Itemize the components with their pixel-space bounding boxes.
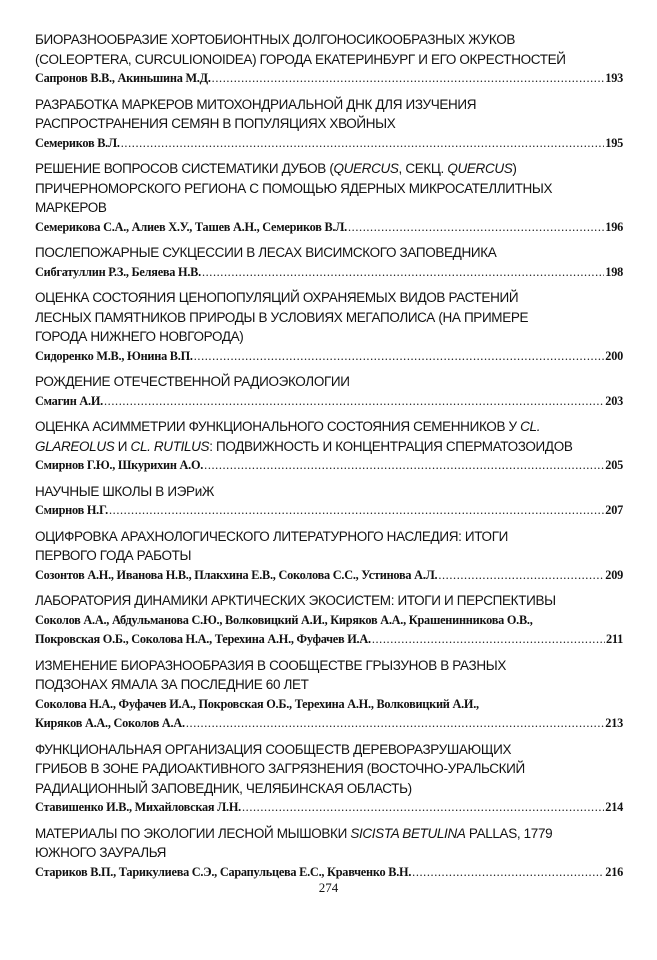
toc-entry	[35, 159, 623, 237]
entry-title-line	[35, 824, 623, 844]
entry-authors	[35, 134, 623, 154]
dot-leader	[121, 134, 605, 154]
authors-text: Киряков А.А., Соколов А.А.	[35, 716, 185, 730]
toc-entry	[35, 30, 623, 89]
title-text: ГОРОДА НИЖНЕГО НОВГОРОДА)	[35, 329, 244, 344]
entry-authors	[35, 630, 623, 650]
entry-title-line	[35, 779, 623, 799]
dot-leader	[212, 69, 605, 89]
title-text: И	[114, 438, 131, 454]
title-text: ГРИБОВ В ЗОНЕ РАДИОАКТИВНОГО ЗАГРЯЗНЕНИЯ (ВОСТОЧНО-УРАЛЬСКИЙ	[35, 761, 525, 776]
page-number: 274	[318, 880, 339, 895]
entry-title-line	[35, 114, 623, 134]
title-text: ИЗМЕНЕНИЕ БИОРАЗНООБРАЗИЯ В СООБЩЕСТВЕ ГРЫЗУНОВ В РАЗНЫХ	[35, 657, 507, 673]
entry-title-line	[35, 482, 623, 502]
taxon-name: GLAREOLUS	[35, 438, 115, 454]
title-text: НАУЧНЫЕ ШКОЛЫ В ИЭРиЖ	[35, 483, 215, 499]
entry-authors	[35, 611, 623, 631]
entry-title-line	[35, 30, 623, 50]
toc-entry	[35, 417, 623, 476]
toc-entry	[35, 824, 623, 883]
taxon-name: CL.	[520, 419, 541, 434]
entry-authors	[35, 501, 623, 521]
title-text: ПРИЧЕРНОМОРСКОГО РЕГИОНА С ПОМОЩЬЮ ЯДЕРНЫХ МИКРОСАТЕЛЛИТНЫХ	[35, 180, 553, 196]
entry-title-line	[35, 95, 623, 115]
dot-leader	[348, 218, 604, 238]
entry-page-number: 209	[605, 567, 623, 582]
dot-leader	[109, 501, 604, 521]
title-text: , СЕКЦ.	[398, 161, 448, 176]
entry-page-number: 205	[605, 458, 623, 472]
entry-authors	[35, 347, 623, 367]
entry-title-line	[35, 159, 623, 179]
toc-entry	[35, 591, 623, 650]
toc-entry	[35, 482, 623, 521]
entry-title-line	[35, 198, 623, 218]
entry-title-line	[35, 417, 623, 437]
entry-title-line	[35, 759, 623, 779]
title-text: РОЖДЕНИЕ ОТЕЧЕСТВЕННОЙ РАДИОЭКОЛОГИИ	[35, 374, 350, 389]
entry-page-number: 193	[605, 71, 623, 85]
title-text: )	[512, 161, 517, 176]
title-text: РАДИАЦИОННЫЙ ЗАПОВЕДНИК, ЧЕЛЯБИНСКАЯ ОБЛАСТЬ)	[35, 780, 412, 796]
taxon-name: SICISTA BETULINA	[350, 825, 466, 841]
authors-text: Семериков В.Л.	[35, 135, 120, 150]
authors-text: Покровская О.Б., Соколова Н.А., Терехина А.Н., Фуфачев И.А.	[35, 632, 371, 646]
authors-text: Сибгатуллин Р.З., Беляева Н.В.	[35, 264, 201, 279]
entry-authors	[35, 714, 623, 734]
toc-entry	[35, 243, 623, 282]
entry-title-line	[35, 740, 623, 760]
entry-title-line	[35, 843, 623, 863]
authors-text: Соколова Н.А., Фуфачев И.А., Покровская О.Б., Терехина А.Н., Волковицкий А.И.,	[35, 696, 479, 711]
entry-authors	[35, 218, 623, 238]
authors-text: Смагин А.И.	[35, 393, 103, 408]
entry-page-number: 211	[605, 632, 623, 646]
authors-text: Соколов А.А., Абдульманова С.Ю., Волковицкий А.И., Киряков А.А., Крашенинникова О.В.,	[35, 612, 533, 627]
toc-entry	[35, 740, 623, 818]
title-text: МАТЕРИАЛЫ ПО ЭКОЛОГИИ ЛЕСНОЙ МЫШОВКИ	[35, 825, 351, 841]
table-of-contents	[35, 30, 623, 888]
title-text: ЛАБОРАТОРИЯ ДИНАМИКИ АРКТИЧЕСКИХ ЭКОСИСТЕМ: ИТОГИ И ПЕРСПЕКТИВЫ	[35, 593, 556, 608]
authors-text: Созонтов А.Н., Иванова Н.В., Плакхина Е.В., Соколова С.С., Устинова А.Л.	[35, 567, 438, 582]
toc-entry	[35, 527, 623, 586]
entry-title-line	[35, 656, 623, 676]
toc-entry	[35, 656, 623, 734]
title-text: МАРКЕРОВ	[35, 200, 107, 215]
taxon-name: CL. RUTILUS	[130, 438, 210, 454]
entry-page-number: 216	[605, 864, 623, 879]
title-text: PALLAS, 1779	[465, 825, 553, 841]
entry-authors	[35, 263, 623, 283]
taxon-name: QUERCUS	[333, 161, 399, 176]
entry-title-line	[35, 308, 623, 328]
title-text: РЕШЕНИЕ ВОПРОСОВ СИСТЕМАТИКИ ДУБОВ (	[35, 161, 334, 176]
toc-entry	[35, 288, 623, 366]
entry-title-line	[35, 675, 623, 695]
toc-entry	[35, 95, 623, 154]
title-text: ОЦИФРОВКА АРАХНОЛОГИЧЕСКОГО ЛИТЕРАТУРНОГО НАСЛЕДИЯ: ИТОГИ	[35, 528, 509, 544]
authors-text: Сапронов В.В., Акиньшина М.Д.	[35, 71, 211, 85]
dot-leader	[242, 798, 604, 818]
entry-page-number: 203	[605, 393, 623, 408]
entry-page-number: 214	[605, 800, 623, 814]
entry-title-line	[35, 437, 623, 457]
entry-title-line	[35, 591, 623, 611]
title-text: ПОДЗОНАХ ЯМАЛА ЗА ПОСЛЕДНИЕ 60 ЛЕТ	[35, 677, 309, 692]
dot-leader	[202, 263, 604, 283]
entry-authors	[35, 695, 623, 715]
taxon-name: QUERCUS	[447, 161, 513, 176]
title-text: РАСПРОСТРАНЕНИЯ СЕМЯН В ПОПУЛЯЦИЯХ ХВОЙНЫХ	[35, 116, 396, 131]
authors-text: Ставишенко И.В., Михайловская Л.Н.	[35, 800, 241, 814]
entry-page-number: 200	[605, 348, 623, 363]
entry-title-line	[35, 243, 623, 263]
authors-text: Смирнов Г.Ю., Шкурихин А.О.	[35, 458, 204, 472]
dot-leader	[186, 714, 604, 734]
title-text: ФУНКЦИОНАЛЬНАЯ ОРГАНИЗАЦИЯ СООБЩЕСТВ ДЕРЕВОРАЗРУШАЮЩИХ	[35, 741, 512, 757]
title-text: ПЕРВОГО ГОДА РАБОТЫ	[35, 548, 192, 563]
dot-leader	[204, 456, 604, 476]
entry-authors	[35, 566, 623, 586]
entry-title-line	[35, 527, 623, 547]
entry-authors	[35, 798, 623, 818]
entry-title-line	[35, 50, 623, 70]
title-text: : ПОДВИЖНОСТЬ И КОНЦЕНТРАЦИЯ СПЕРМАТОЗОИДОВ	[209, 438, 573, 454]
title-text: БИОРАЗНООБРАЗИЕ ХОРТОБИОНТНЫХ ДОЛГОНОСИКООБРАЗНЫХ ЖУКОВ	[35, 32, 516, 47]
title-text: ЮЖНОГО ЗАУРАЛЬЯ	[35, 845, 167, 860]
entry-page-number: 196	[605, 219, 623, 234]
authors-text: Семерикова С.А., Алиев Х.У., Ташев А.Н., Семериков В.Л.	[35, 219, 347, 234]
title-text: ОЦЕНКА СОСТОЯНИЯ ЦЕНОПОПУЛЯЦИЙ ОХРАНЯЕМЫХ ВИДОВ РАСТЕНИЙ	[35, 290, 519, 305]
entry-title-line	[35, 288, 623, 308]
entry-page-number: 198	[605, 264, 623, 279]
entry-authors	[35, 69, 623, 89]
title-text: ПОСЛЕПОЖАРНЫЕ СУКЦЕССИИ В ЛЕСАХ ВИСИМСКОГО ЗАПОВЕДНИКА	[35, 245, 497, 260]
title-text: ЛЕСНЫХ ПАМЯТНИКОВ ПРИРОДЫ В УСЛОВИЯХ МЕГАПОЛИСА (НА ПРИМЕРЕ	[35, 309, 529, 325]
title-text: (COLEOPTERA, CURCULIONOIDEA) ГОРОДА ЕКАТЕРИНБУРГ И ЕГО ОКРЕСТНОСТЕЙ	[35, 51, 566, 67]
authors-text: Стариков В.П., Тарикулиева С.Э., Сарапульцева Е.С., Кравченко В.Н.	[35, 864, 412, 879]
entry-title-line	[35, 546, 623, 566]
entry-title-line	[35, 372, 623, 392]
authors-text: Смирнов Н.Г.	[35, 503, 108, 517]
dot-leader	[194, 347, 605, 367]
dot-leader	[372, 630, 605, 650]
entry-page-number: 213	[605, 716, 623, 730]
title-text: РАЗРАБОТКА МАРКЕРОВ МИТОХОНДРИАЛЬНОЙ ДНК ДЛЯ ИЗУЧЕНИЯ	[35, 96, 477, 112]
authors-text: Сидоренко М.В., Юнина В.П.	[35, 348, 193, 363]
dot-leader	[104, 392, 604, 412]
entry-page-number: 207	[605, 503, 623, 517]
toc-entry	[35, 372, 623, 411]
entry-page-number: 195	[605, 135, 623, 150]
entry-authors	[35, 392, 623, 412]
entry-title-line	[35, 327, 623, 347]
entry-title-line	[35, 179, 623, 199]
title-text: ОЦЕНКА АСИММЕТРИИ ФУНКЦИОНАЛЬНОГО СОСТОЯНИЯ СЕМЕННИКОВ У	[35, 419, 521, 434]
entry-authors	[35, 456, 623, 476]
dot-leader	[438, 566, 604, 586]
